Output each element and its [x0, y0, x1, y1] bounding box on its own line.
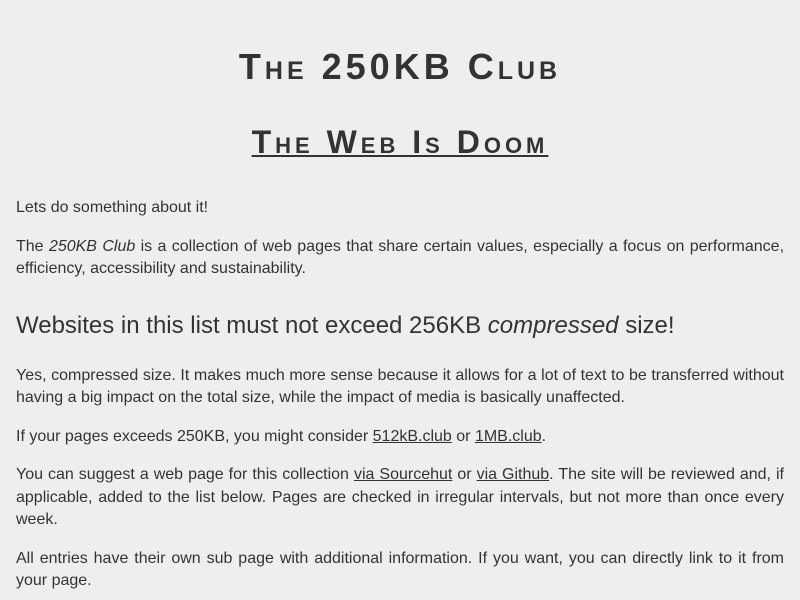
larger-prefix: If your pages exceeds 250KB, you might consider: [16, 427, 373, 445]
suggest-suffix: . The site will be reviewed and, if applicable, added to the list below. Pages are checked in irregular intervals, but not more than once every week.: [16, 466, 784, 528]
compressed-explanation: Yes, compressed size. It makes much more sense because it allows for a lot of text to be transferred without having a big impact on the total size, while the impact of media is basically unaffected.: [16, 366, 784, 406]
site-title: The 250KB Club: [238, 46, 562, 87]
site-subtitle: [16, 124, 784, 160]
link-1mb-club[interactable]: 1MB.club: [474, 427, 542, 445]
intro-desc-prefix: The: [16, 237, 49, 255]
intro-description: [16, 236, 784, 281]
size-limit-emphasis: compressed: [487, 311, 619, 339]
suggest-prefix: You can suggest a web page for this collection: [16, 466, 354, 483]
larger-pages-paragraph: [16, 426, 784, 449]
link-via-github[interactable]: via Github: [476, 466, 550, 483]
size-limit-heading: [16, 311, 784, 341]
link-512kb-club[interactable]: 512kB.club: [372, 427, 452, 445]
link-via-sourcehut[interactable]: via Sourcehut: [353, 466, 453, 483]
entries-paragraph: All entries have their own sub page with additional information. If you want, you can directly link to it from your page.: [16, 549, 784, 589]
club-name-emphasis: 250KB Club: [48, 237, 136, 255]
size-limit-suffix: size!: [618, 311, 675, 339]
larger-suffix: .: [541, 427, 547, 445]
larger-or: or: [451, 427, 475, 445]
size-limit-prefix: Websites in this list must not exceed 256KB: [16, 311, 488, 339]
suggest-or: or: [452, 466, 477, 483]
subtitle-link[interactable]: The Web Is Doom: [251, 124, 549, 160]
intro-call-to-action: Lets do something about it!: [16, 199, 209, 216]
suggest-paragraph: [16, 464, 784, 532]
intro-desc-suffix: is a collection of web pages that share certain values, especially a focus on performance, efficiency, accessibility and sustainability.: [16, 237, 785, 277]
